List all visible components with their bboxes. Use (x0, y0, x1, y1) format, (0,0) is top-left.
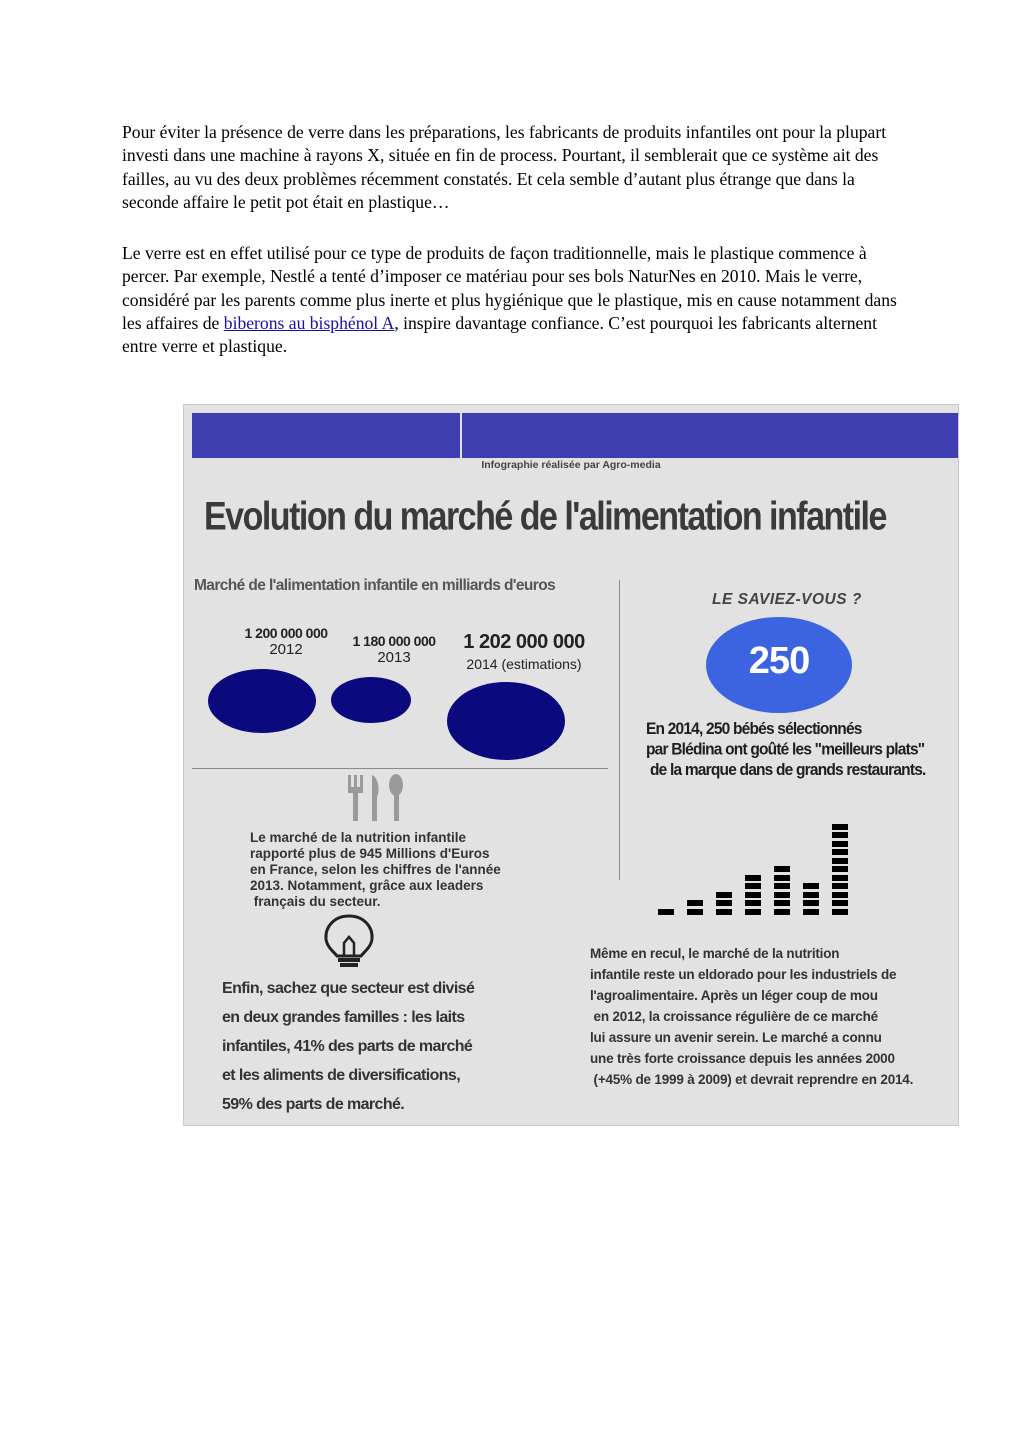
bar-icon-square (832, 883, 848, 889)
bar-icon-square (716, 900, 732, 906)
highlight-number: 250 (748, 640, 810, 682)
bar-icon-square (832, 909, 848, 915)
cutlery-icon (344, 773, 410, 823)
paragraph-2-text-start: Le verre est en effet utilisé pour ce type de produits de façon traditionnelle, mais le plastique commence à percer. Par exemple, Nestlé a tenté d’imposer ce matériau pour ses bols NaturNes en 2010. Mais le verre, considéré par les parents comme plus inerte et plus hygiénique que le plastique, mis en cause notamment dans les affaires de (122, 243, 897, 333)
paragraph-2-text-end: , inspire davantage confiance. C’est pourquoi les fabricants alternent entre verre et plastique. (122, 312, 877, 357)
bar-icon-square (832, 841, 848, 847)
bar-icon-square (745, 883, 761, 889)
fact-line: En 2014, 250 bébés sélectionnés (646, 720, 862, 739)
market-decline-text: Même en recul, le marché de la nutrition infantile reste un eldorado pour les industriels de l'agroalimentaire. Après un léger coup de mou en 2012, la croissance régulière de ce marché lui assure un avenir serein. Le marché a connu une très forte croissance depuis les années 2000 (+45% de 1999 à 2009) et devrait reprendre en 2014. (590, 946, 914, 1087)
nutrition-market-text: Le marché de la nutrition infantile rapporté plus de 945 Millions d'Euros en France, selon les chiffres de l'année 2013. Notamment, grâce aux leaders français du secteur. (250, 830, 501, 909)
bar-icon-square (832, 892, 848, 898)
oval-2013 (331, 677, 411, 723)
lightbulb-icon (320, 913, 378, 969)
bar-chart-icon (658, 821, 838, 917)
bar-icon-square (803, 900, 819, 906)
bar-icon-square (832, 900, 848, 906)
market-subtitle: Marché de l'alimentation infantile en milliards d'euros (194, 577, 556, 594)
families-line: infantiles, 41% des parts de marché (222, 1038, 473, 1055)
oval-2014 (447, 682, 565, 760)
market-2014-amount: 1 202 000 000 (463, 631, 585, 653)
market-2013-year: 2013 (377, 649, 411, 666)
infographic-headline: Evolution du marché de l'alimentation infantile (204, 494, 886, 539)
market-2012-year: 2012 (269, 641, 303, 658)
bar-icon-square (716, 892, 732, 898)
infographic (183, 404, 959, 1126)
bar-icon-square (832, 824, 848, 830)
bar-icon-square (803, 909, 819, 915)
bar-icon-square (774, 875, 790, 881)
fact-line: par Blédina ont goûté les "meilleurs plats" (646, 740, 925, 759)
banner-divider (460, 413, 462, 458)
bar-icon-square (832, 866, 848, 872)
section-divider-horizontal (192, 768, 608, 769)
bar-icon-square (774, 900, 790, 906)
bar-icon-square (716, 909, 732, 915)
bisphenol-link[interactable]: biberons au bisphénol A (223, 312, 395, 333)
oval-2012 (208, 669, 316, 733)
market-2012-amount: 1 200 000 000 (244, 625, 328, 641)
bar-icon-square (832, 849, 848, 855)
fact-line: de la marque dans de grands restaurants. (650, 761, 926, 780)
paragraph-2 (122, 242, 912, 358)
market-2014 (424, 631, 624, 672)
bar-icon-square (687, 909, 703, 915)
families-line: en deux grandes familles : les laits (222, 1009, 465, 1026)
market-families-text (222, 974, 474, 1119)
restaurant-fact (646, 719, 956, 781)
bar-icon-square (832, 875, 848, 881)
bar-icon-square (832, 858, 848, 864)
market-2013-amount: 1 180 000 000 (352, 633, 436, 649)
bar-icon-square (774, 892, 790, 898)
infographic-credit: Infographie réalisée par Agro-media (481, 459, 661, 471)
families-line: et les aliments de diversifications, (222, 1067, 461, 1084)
families-line: Enfin, sachez que secteur est divisé (222, 980, 475, 997)
bar-icon-square (745, 875, 761, 881)
bar-icon-square (745, 909, 761, 915)
section-divider-vertical (619, 580, 620, 880)
bar-icon-square (745, 892, 761, 898)
paragraph-1: Pour éviter la présence de verre dans les préparations, les fabricants de produits infantiles ont pour la plupart investi dans une machine à rayons X, située en fin de process. Pourtant, il semblerait que ce système ait des failles, au vu des deux problèmes récemment constatés. Et cela semble d’autant plus étrange que dans la seconde affaire le petit pot était en plastique… (122, 122, 887, 212)
market-2014-year: 2014 (estimations) (466, 656, 582, 672)
bar-icon-square (803, 892, 819, 898)
bar-icon-square (774, 883, 790, 889)
bar-icon-square (745, 900, 761, 906)
bar-icon-square (658, 909, 674, 915)
bar-icon-square (803, 883, 819, 889)
bar-icon-square (774, 909, 790, 915)
bar-icon-square (687, 900, 703, 906)
did-you-know-heading: LE SAVIEZ-VOUS ? (712, 591, 862, 608)
top-banner (192, 413, 958, 458)
bar-icon-square (832, 832, 848, 838)
bar-icon-square (774, 866, 790, 872)
families-line: 59% des parts de marché. (222, 1096, 405, 1113)
